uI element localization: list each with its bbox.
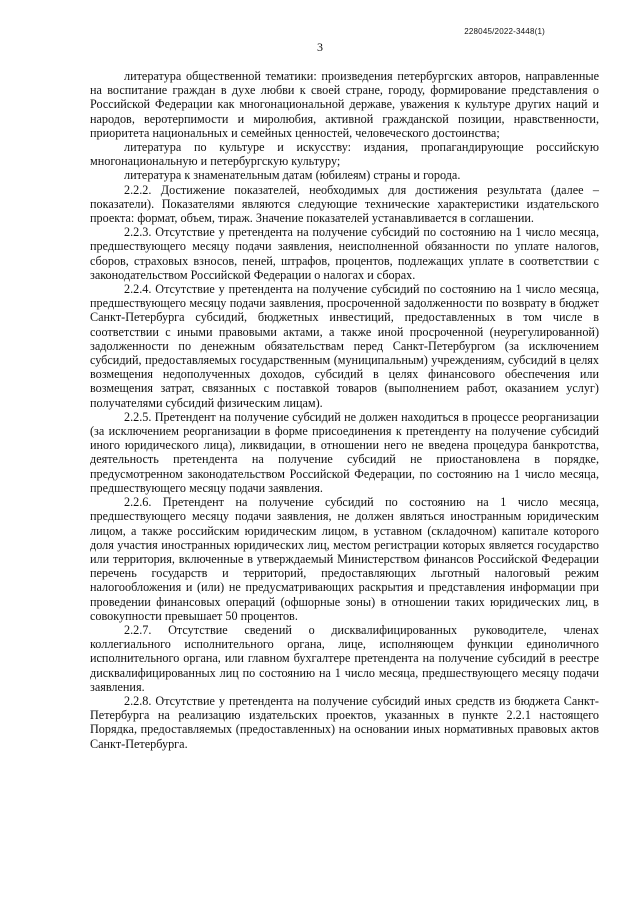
paragraph: 2.2.3. Отсутствие у претендента на получение субсидий по состоянию на 1 число месяца, предшествующего месяцу подачи заявления, неисполненной обязанности по уплате налогов, сборов, страховых взносов, пеней, штрафов, процентов, подлежащих уплате в соответствии с законодательством Российской Федерации о налогах и сборах. (90, 225, 599, 282)
paragraph: литература к знаменательным датам (юбилеям) страны и города. (124, 168, 461, 183)
paragraph: литература общественной тематики: произведения петербургских авторов, направленные на воспитание граждан в духе любви к своей стране, городу, формирование представления о Российской Федерации как многонациональной державе, уважения к культуре других наций и народов, веротерпимости и миролюбия, активной гражданской позиции, нравственности, приоритета национальных и семейных ценностей, человеческого достоинства; (90, 69, 599, 140)
paragraph: 2.2.7. Отсутствие сведений о дисквалифицированных руководителе, членах коллегиального исполнительного органа, лице, исполняющем функции единоличного исполнительного органа, или главном бухгалтере претендента на получение субсидий в реестре дисквалифицированных лиц по состоянию на 1 число месяца, предшествующего месяцу подачи заявления. (90, 622, 599, 694)
paragraph: 2.2.5. Претендент на получение субсидий не должен находиться в процессе реорганизации (за исключением реорганизации в форме присоединения к претенденту на получение субсидий иного юридического лица), ликвидации, в отношении него не введена процедура банкротства, деятельность претендента на получение субсидий не приостановлена в порядке, предусмотренном законодательством Российской Федерации, по состоянию на 1 число месяца, предшествующего месяцу подачи заявления. (90, 409, 599, 495)
paragraph: 2.2.8. Отсутствие у претендента на получение субсидий иных средств из бюджета Санкт-Петербурга на реализацию издательских проектов, указанных в пункте 2.2.1 настоящего Порядка, предоставляемых (предоставленных) на основании иных нормативных правовых актов Санкт-Петербурга. (90, 693, 599, 751)
page-number: 3 (317, 40, 323, 54)
paragraph: литература по культуре и искусству: издания, пропагандирующие российскую многонациональную и петербургскую культуру; (90, 140, 599, 169)
paragraph: 2.2.6. Претендент на получение субсидий по состоянию на 1 число месяца, предшествующего месяцу подачи заявления, не должен являться иностранным юридическим лицом, а также российским юридическим лицом, в уставном (складочном) капитале которого доля участия иностранных юридических лиц, местом регистрации которых является государство или территория, включенные в утверждаемый Министерством финансов Российской Федерации перечень государств и территорий, предоставляющих льготный налоговый режим налогообложения и (или) не предусматривающих раскрытия и представления информации при проведении финансовых операций (офшорные зоны) в отношении таких юридических лиц, в совокупности превышает 50 процентов. (90, 495, 599, 623)
paragraph: 2.2.2. Достижение показателей, необходимых для достижения результата (далее – показатели). Показателями являются следующие технические характеристики издательского проекта: формат, объем, тираж. Значение показателей устанавливается в соглашении. (90, 182, 599, 226)
paragraph: 2.2.4. Отсутствие у претендента на получение субсидий по состоянию на 1 число месяца, предшествующего месяцу подачи заявления, просроченной задолженности по возврату в бюджет Санкт-Петербурга субсидий, бюджетных инвестиций, предоставленных в том числе в соответствии с иными правовыми актами, а также иной просроченной (неурегулированной) задолженности по денежным обязательствам перед Санкт-Петербургом (за исключением субсидий, предоставляемых государственным (муниципальным) учреждениям, субсидий в целях возмещения недополученных доходов, субсидий в целях финансового обеспечения или возмещения затрат, связанных с поставкой товаров (выполнением работ, оказанием услуг) получателями субсидий физическим лицам). (90, 282, 599, 410)
document-id: 228045/2022-3448(1) (464, 27, 545, 36)
document-body (90, 69, 599, 751)
